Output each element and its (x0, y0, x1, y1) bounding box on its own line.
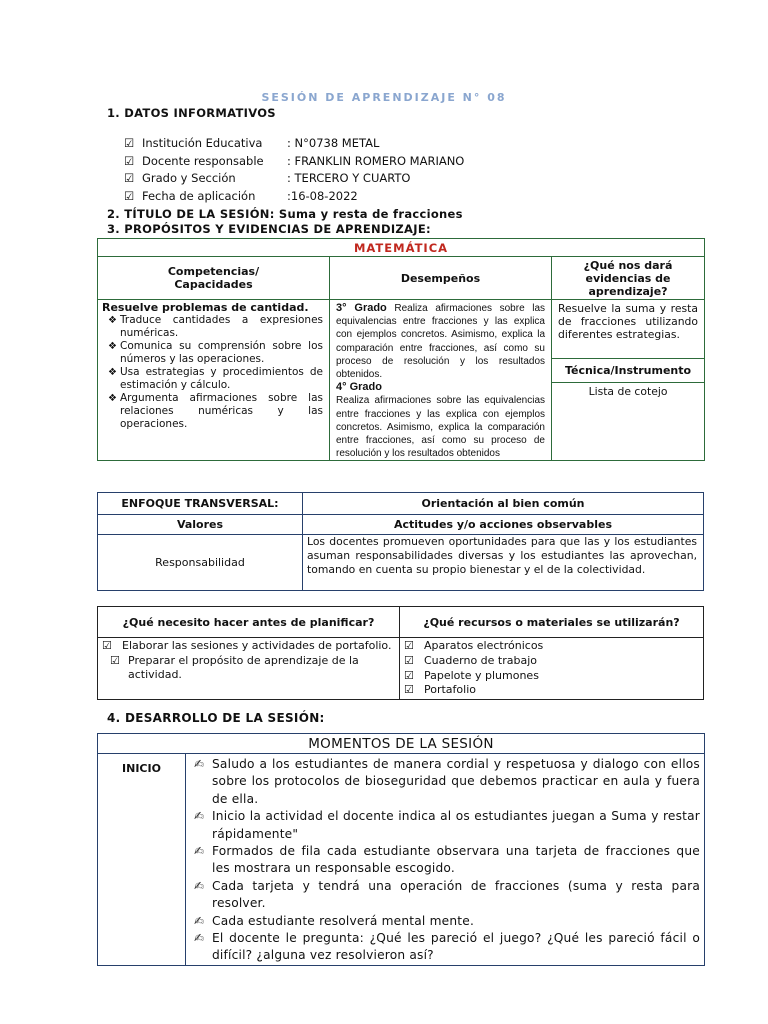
capacity-text: Argumenta afirmaciones sobre las relaciones numéricas y las operaciones. (120, 392, 323, 430)
list-item (400, 669, 699, 684)
before-cell (98, 638, 400, 700)
checkbox-icon: ☑ (404, 653, 414, 667)
info-row (124, 154, 684, 172)
grade-3-label: 3° Grado (336, 302, 387, 314)
pen-icon: ✍ (194, 878, 205, 893)
capacity-text: Traduce cantidades a expresiones numéricas. (120, 314, 323, 339)
resources-cell (400, 638, 704, 700)
list-item (400, 654, 699, 669)
capacities-list (102, 314, 323, 431)
moment-text: Formados de fila cada estudiante observara una tarjeta de fracciones que les mostrara un responsable escogido. (212, 844, 700, 876)
grade-4-text: Realiza afirmaciones sobre las equivalencias entre fracciones y las explica con ejemplos concretos. Asimismo, explica la comparación entre fracciones, así como su proceso de resolución y los resultados obtenidos (336, 395, 545, 460)
competencies-header (98, 257, 330, 300)
section-3-heading: 3. PROPÓSITOS Y EVIDENCIAS DE APRENDIZAJE: (107, 222, 431, 236)
checkbox-icon: ☑ (102, 639, 112, 652)
approach-table (97, 492, 704, 591)
competency-title: Resuelve problemas de cantidad. (102, 301, 309, 314)
resources-list (400, 639, 699, 698)
resources-header: ¿Qué recursos o materiales se utilizarán? (400, 607, 704, 638)
info-list (124, 136, 684, 208)
moment-text: Saludo a los estudiantes de manera cordial y respetuosa y dialogo con ellos sobre los protocolos de bioseguridad que debemos practicar en aula y fuera de ella. (212, 757, 700, 806)
info-label: Docente responsable (142, 153, 264, 168)
competencies-header-line: Competencias/ (167, 265, 260, 278)
info-label: Grado y Sección (142, 171, 236, 185)
info-row (124, 136, 684, 154)
moments-table (97, 733, 705, 966)
info-value: : TERCERO Y CUARTO (287, 171, 411, 185)
list-item (186, 878, 700, 913)
info-value: :16-08-2022 (287, 188, 358, 203)
list-item (186, 913, 700, 930)
before-text: Preparar el propósito de aprendizaje de la actividad. (128, 653, 359, 681)
checkbox-icon: ☑ (404, 683, 414, 697)
moment-text: Cada tarjeta y tendrá una operación de fracciones (suma y resta para resolver. (212, 878, 700, 911)
section-4-heading: 4. DESARROLLO DE LA SESIÓN: (107, 711, 325, 725)
list-item (400, 639, 699, 654)
list-item (186, 930, 700, 965)
moments-content (186, 754, 705, 966)
technique-header: Técnica/Instrumento (552, 359, 705, 383)
before-header: ¿Qué necesito hacer antes de planificar? (98, 607, 400, 638)
moments-header: MOMENTOS DE LA SESIÓN (98, 734, 705, 754)
list-item (102, 366, 323, 392)
competencies-cell (98, 300, 330, 461)
pen-icon: ✍ (194, 757, 205, 771)
diamond-bullet-icon: ❖ (108, 393, 117, 404)
attitude-cell: Los docentes promueven oportunidades para que las y los estudiantes asuman responsabilidades diversas y los estudiantes las aprovechan, tomando en cuenta su propio bienestar y el de la colectividad. (303, 535, 704, 591)
capacity-text: Usa estrategias y procedimientos de estimación y cálculo. (120, 366, 323, 391)
list-item (400, 683, 699, 698)
grade-3-block (336, 302, 545, 381)
value-cell: Responsabilidad (98, 535, 303, 591)
before-list (98, 639, 395, 683)
checkbox-icon: ☑ (124, 188, 135, 203)
phase-cell: INICIO (98, 754, 186, 966)
moments-list (186, 756, 700, 965)
moment-text: Cada estudiante resolverá mental mente. (212, 913, 475, 928)
attitudes-header: Actitudes y/o acciones observables (303, 515, 704, 535)
list-item (102, 314, 323, 340)
planning-table (97, 606, 704, 700)
info-label: Institución Educativa (142, 136, 263, 150)
pen-icon: ✍ (194, 844, 205, 859)
session-title: SESIÓN DE APRENDIZAJE N° 08 (261, 91, 507, 104)
info-label: Fecha de aplicación (142, 188, 256, 203)
performance-cell (330, 300, 552, 461)
evidence-cell: Resuelve la suma y resta de fracciones utilizando diferentes estrategias. (552, 300, 705, 359)
checkbox-icon: ☑ (124, 171, 135, 185)
approach-header: ENFOQUE TRANSVERSAL: (98, 493, 303, 515)
pen-icon: ✍ (194, 913, 205, 928)
grade-4-label: 4° Grado (336, 381, 382, 394)
technique-cell: Lista de cotejo (552, 383, 705, 461)
diamond-bullet-icon: ❖ (108, 341, 117, 352)
moment-text: Inicio la actividad el docente indica al os estudiantes juegan a Suma y restar rápidamente" (212, 809, 700, 841)
checkbox-icon: ☑ (404, 668, 414, 682)
purpose-table (97, 238, 705, 461)
section-1-heading: 1. DATOS INFORMATIVOS (107, 106, 276, 120)
resource-text: Portafolio (424, 683, 476, 697)
performance-header: Desempeños (330, 257, 552, 300)
section-2-heading: 2. TÍTULO DE LA SESIÓN: Suma y resta de fracciones (107, 207, 463, 221)
list-item (98, 654, 395, 683)
resource-text: Cuaderno de trabajo (424, 653, 538, 667)
info-row (124, 189, 684, 207)
values-header: Valores (98, 515, 303, 535)
list-item (102, 340, 323, 366)
list-item (186, 843, 700, 878)
area-header: MATEMÁTICA (98, 239, 705, 257)
diamond-bullet-icon: ❖ (108, 367, 117, 378)
approach-name: Orientación al bien común (303, 493, 704, 515)
moment-text: El docente le pregunta: ¿Qué les pareció el juego? ¿Qué les pareció fácil o difícil? ¿alguna vez resolvieron así? (212, 931, 700, 963)
competencies-header-line: Capacidades (174, 278, 253, 291)
info-value: : FRANKLIN ROMERO MARIANO (287, 153, 465, 168)
checkbox-icon: ☑ (110, 653, 120, 667)
list-item (186, 808, 700, 843)
capacity-text: Comunica su comprensión sobre los números y las operaciones. (120, 340, 323, 365)
checkbox-icon: ☑ (124, 136, 135, 150)
before-text: Elaborar las sesiones y actividades de portafolio. (122, 639, 392, 652)
pen-icon: ✍ (194, 931, 205, 946)
grade-3-text: Realiza afirmaciones sobre las equivalencias entre fracciones y las explica con ejemplos concretos. Asimismo, explica la comparación entre fracciones, así como su proceso de resolución y los resultados obtenidos. (336, 303, 546, 381)
resource-text: Aparatos electrónicos (424, 639, 544, 652)
info-row (124, 171, 684, 189)
checkbox-icon: ☑ (124, 153, 135, 168)
list-item (186, 756, 700, 808)
pen-icon: ✍ (194, 809, 205, 824)
checkbox-icon: ☑ (404, 639, 414, 652)
list-item (98, 639, 395, 654)
resource-text: Papelote y plumones (424, 668, 539, 682)
evidence-header: ¿Qué nos dará evidencias de aprendizaje? (552, 257, 705, 300)
info-value: : N°0738 METAL (287, 136, 380, 150)
diamond-bullet-icon: ❖ (108, 315, 117, 326)
list-item (102, 392, 323, 431)
